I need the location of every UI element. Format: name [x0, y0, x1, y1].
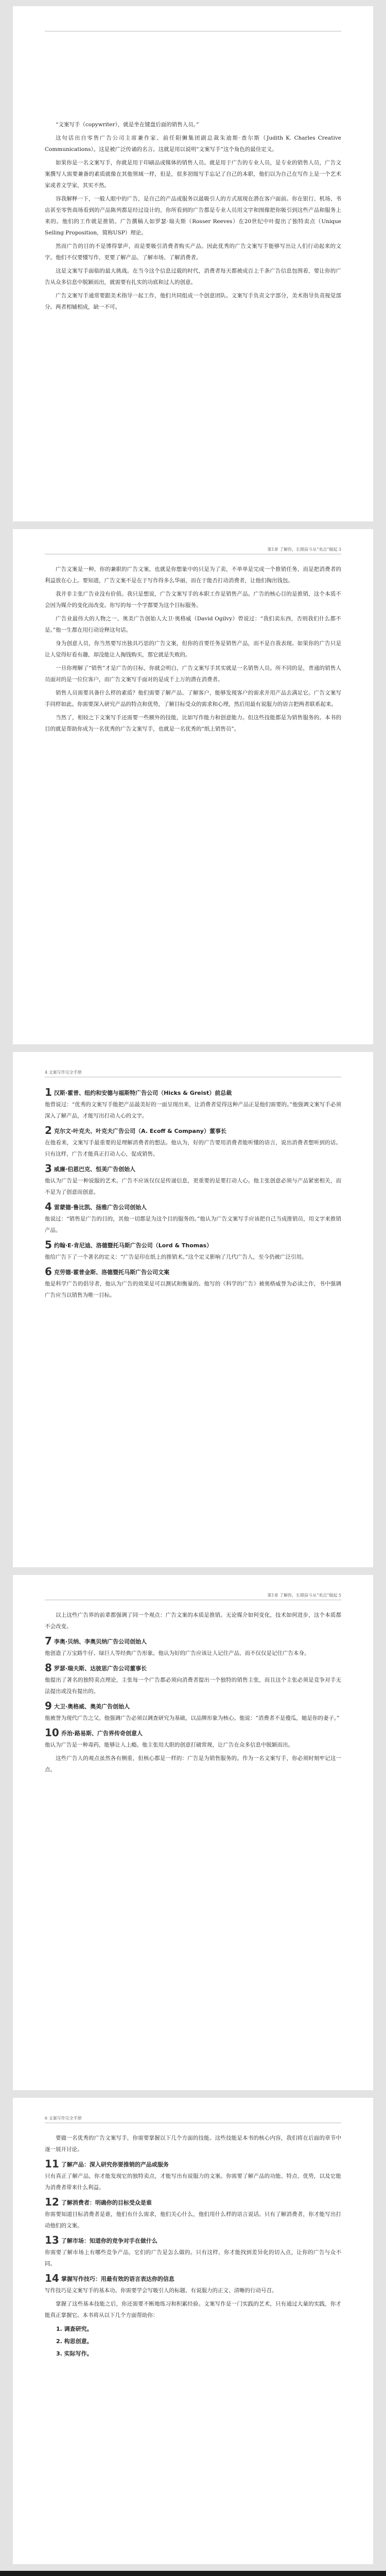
- item-title-text: 大卫·奥格威、奥美广告创始人: [54, 1703, 130, 1710]
- list-item-body: 你需要了解市场上有哪些竞争产品，它们的广告是怎么做的。只有这样，你才能找到差异化的切入点，让你的广告与众不同。: [45, 2249, 341, 2267]
- paragraph: 广告业最伟大的人物之一、奥美广告创始人大卫·奥格威（David Ogilvy）曾说过：“我们卖东西，否则我们什么都不是。”他一生都在用行动诠释这句话。: [45, 616, 341, 633]
- list-item-title: [45, 1662, 341, 1674]
- item-title-text: 约翰·E·肯尼迪、洛德暨托马斯广告公司（Lord & Thomas）: [54, 1242, 213, 1249]
- page-5: [13, 2098, 373, 2564]
- item-title-text: 雷蒙德·鲁比凯、扬雅广告公司创始人: [54, 1204, 147, 1211]
- list-item-title: [45, 2196, 341, 2209]
- item-title-text: 李奥·贝纳、李奥贝纳广告公司创始人: [54, 1638, 147, 1645]
- numbered-list-item: 3. 实际写作。: [56, 2350, 93, 2357]
- item-number: 12: [45, 2196, 59, 2208]
- paragraph: 当然了，相较之下文案写手还需要一些额外的技能，比如写作能力和创意能力。但这些技能都是为销售服务的。本书的目的就是帮助你成为一名优秀的广告文案写手，也就是一名优秀的“纸上销售员”。: [45, 715, 341, 732]
- item-number: 10: [45, 1726, 59, 1739]
- list-item-body: 写作技巧是文案写手的基本功。你需要学会写吸引人的标题、有说服力的正文、清晰的行动号召。: [45, 2287, 277, 2294]
- numbered-list-item: 1. 调查研究。: [56, 2326, 93, 2332]
- item-title-text: 了解消费者：明确你的目标受众是谁: [61, 2199, 152, 2206]
- list-item-title: [45, 1635, 341, 1648]
- item-number: 4: [45, 1200, 52, 1213]
- list-item-title: [45, 2273, 341, 2285]
- list-item-title: [45, 1201, 341, 1213]
- list-item-body: 他被誉为现代广告之父。他强调广告必须以调查研究为基础，以品牌形象为核心。他说：“消费者不是傻瓜，她是你的妻子。”: [45, 1715, 340, 1721]
- footer-bar: [0, 2571, 386, 2576]
- list-item-body: 你需要知道目标消费者是谁，他们有什么需求，他们关心什么，他们用什么样的语言说话。只有了解消费者，你才能写出打动他们的文案。: [45, 2211, 341, 2229]
- running-head: 4 文案写作完全手册: [45, 1070, 341, 1077]
- paragraph: 如果你是一名文案写手，你就是用于印刷品或媒体的销售人员。就是用于广告的专业人员，是专业的销售人员，广告文案撰写人需要兼备的素质就像在其他领域一样，但是，很多初级写手忘记了自己的本职，他们以为自己在写作上是一个艺术家或者文学家，其实不然。: [45, 160, 341, 189]
- list-item-title: [45, 1239, 341, 1251]
- running-head: 第1章 了解你，长期奋斗从“卖点”做起 3: [45, 547, 341, 554]
- item-number: 13: [45, 2234, 59, 2246]
- paragraph: 身为创意人员，你当然要写出独具巧思的广告文案，但你的首要任务是销售产品，而不是自我表现。如果你的广告只是让人觉得好看有趣，却没能让人掏钱购买，那它就是失败的。: [45, 640, 341, 658]
- item-number: 3: [45, 1162, 52, 1175]
- item-title-text: 了解产品：深入研究你要推销的产品或服务: [61, 2161, 169, 2168]
- paragraph: 我并非主张广告业没有价值。我只是想说，广告文案写手的本职工作是销售产品。广告的核心目的是推销，这个本质不会因为媒介的变化而改变。你写的每一个字都要为这个目标服务。: [45, 591, 341, 608]
- item-number: 11: [45, 2158, 59, 2170]
- item-number: 6: [45, 1265, 52, 1278]
- numbered-list-item: 2. 构思创意。: [56, 2338, 93, 2345]
- item-number: 5: [45, 1239, 52, 1251]
- paragraph: 容我解释一下，一般人眼中的广告，是自己的产品或服务以最吸引人的方式展现在潜在客户面前。你在银行、机场、书店甚至零售商场看到的产品陈列都是经过设计的，你所看到的广告都是专业人员用文字和图像把你吸引到这些产品和服务上来的。他们的工作就是推销。广告撰稿人如罗瑟·瑞夫斯（Rosser Reeves）在20世纪中叶提出了独特卖点（Unique Selling Proposition，简称USP）理论。: [45, 196, 341, 236]
- item-title-text: 克劳德·霍普金斯、洛德暨托马斯广告公司文案: [54, 1269, 170, 1276]
- list-item-body: 他曾说过：“优秀的文案写手能把产品最美好的一面呈现出来，让消费者觉得这种产品正是他们需要的。”他强调文案写手必须深入了解产品，才能写出打动人心的文字。: [45, 1101, 341, 1119]
- item-number: 14: [45, 2272, 59, 2284]
- paragraph: 这句话出自零售广告公司主席兼作家、前任阳狮集团副总裁朱迪斯·查尔斯（Judith K. Charles Creative Communications）。这是被广泛传诵的名言。这就是用以说明“文案写手”这个角色的最佳定义。: [45, 135, 341, 152]
- paragraph: 广告文案写手通常要跟美术指导一起工作，他们共同组成一个创意团队。文案写手负责文字部分，美术指导负责视觉部分。两者相辅相成，缺一不可。: [45, 293, 341, 310]
- list-item-body: 他提出了著名的独特卖点理论，主张每一个广告都必须向消费者提出一个独特的销售主张，而且这个主张必须是竞争对手无法提出或没有提出的。: [45, 1677, 341, 1694]
- list-item-title: [45, 1700, 341, 1713]
- list-item-title: [45, 1163, 341, 1175]
- item-title-text: 罗瑟·瑞夫斯、达彼思广告公司董事长: [54, 1665, 147, 1672]
- page-4: [13, 1575, 373, 2090]
- list-item-body: 在他看来，文案写手最重要的是理解消费者的想法。他认为，好的广告要用消费者能听懂的语言，说出消费者想听到的话。只有这样，广告才能真正打动人心，促成销售。: [45, 1140, 341, 1157]
- list-item-title: [45, 1266, 341, 1278]
- list-item-body: 他认为广告是一种毒药，能够让人上瘾。他主张用大胆的创意打破常规，让广告在众多信息中脱颖而出。: [45, 1742, 293, 1748]
- page-1: [13, 6, 373, 521]
- item-number: 8: [45, 1662, 52, 1674]
- list-item-title: [45, 2158, 341, 2171]
- list-item-title: [45, 1125, 341, 1137]
- item-title-text: 汉斯·霍普、纽约和安德与福斯特广告公司（Hicks & Greist）前总裁: [54, 1090, 232, 1096]
- item-number: 2: [45, 1124, 52, 1137]
- item-title-text: 克尔文·叶克夫、叶克夫广告公司（A. Ecoff & Company）董事长: [54, 1128, 226, 1134]
- item-title-text: 了解市场：知道你的竞争对手在做什么: [61, 2238, 157, 2244]
- item-number: 9: [45, 1700, 52, 1712]
- item-title-text: 威廉·伯恩巴克、恒美广告创始人: [54, 1166, 136, 1173]
- paragraph: 这些广告人的观点虽然各有侧重，但核心都是一样的：广告是为销售服务的。作为一名文案写手，你必须时刻牢记这一点。: [45, 1755, 341, 1773]
- paragraph: 掌握了这些基本技能之后，你还需要不断地练习和积累经验。文案写作是一门实践的艺术，只有通过大量的实践，你才能真正掌握它。本书将从以下几个方面帮助你：: [45, 2301, 341, 2318]
- list-item-title: [45, 1727, 341, 1739]
- item-title-text: 掌握写作技巧：用最有效的语言表达你的信息: [61, 2276, 174, 2282]
- running-head: 第1章 了解你，长期奋斗从“卖点”做起 5: [45, 1592, 341, 1600]
- running-head: 6 文案写作完全手册: [45, 2115, 341, 2123]
- item-title-text: 乔治·路易斯、广告界传奇创意人: [61, 1730, 143, 1737]
- paragraph: 销售人员需要具备什么样的素质？他们需要了解产品、了解客户，能够发现客户的需求并用产品去满足它。广告文案写手同样如此。你需要深入研究产品的特点和优势，了解目标受众的需求和心理，然后用最有说服力的语言把两者联系起来。: [45, 690, 341, 707]
- list-item-body: 他是科学广告的倡导者，他认为广告的效果是可以测试和衡量的。他写的《科学的广告》被奥格威誉为必读之作，书中强调广告应当以销售为唯一目标。: [45, 1281, 341, 1298]
- list-item-body: 他认为广告是一种说服的艺术。广告不应该仅仅是传递信息，更重要的是要打动人心。他主张创意必须与产品紧密相关，而不是为了创意而创意。: [45, 1178, 341, 1195]
- paragraph: 一旦你理解了“销售”才是广告的目标，你就会明白，广告文案写手其实就是一名销售人员。所不同的是，普通的销售人员面对的是一位位客户，而广告文案写手面对的是成千上万的潜在消费者。: [45, 665, 341, 683]
- list-item-title: [45, 2234, 341, 2247]
- list-item-body: 他创造了万宝路牛仔、绿巨人等经典广告形象。他认为好的广告应该让人记住产品，而不仅仅是记住广告本身。: [45, 1650, 310, 1656]
- paragraph: 以上这些广告界的前辈都强调了同一个观点：广告文案的本质是推销。无论媒介如何变化，技术如何进步，这个本质都不会改变。: [45, 1612, 341, 1630]
- paragraph: 广告文案是一种，你的兼职的广告文案，也就是你想象中的只是为了卖，不单单是完成一个推销任务，而是把消费者的利益放在心上。要知道，广告文案不是在于写作得多么华丽，而在于能否打动消费者，让他们掏出钱包。: [45, 566, 341, 584]
- paragraph: 要做一名优秀的广告文案写手，你需要掌握以下几个方面的技能。这些技能是本书的核心内容，我们将在后面的章节中逐一展开讨论。: [45, 2135, 341, 2153]
- list-item-body: 他说过：“销售是广告的目的，其他一切都是为这个目的服务的。”他认为广告文案写手应该把自己当成推销员，用文字来推销产品。: [45, 1216, 341, 1233]
- item-number: 1: [45, 1086, 52, 1098]
- item-number: 7: [45, 1635, 52, 1647]
- list-item-title: [45, 1087, 341, 1099]
- paragraph: “文案写手（copywriter），就是坐在键盘后面的销售人员。”: [56, 122, 199, 128]
- paragraph: 然而广告的目的不是博得掌声，而是要吸引消费者购买产品。因此优秀的广告文案写手能够写出让人们行动起来的文字。他们不仅要懂写作，更要了解产品、了解市场、了解消费者。: [45, 243, 341, 261]
- running-head: [45, 24, 341, 31]
- page-2: [13, 529, 373, 1044]
- list-item-body: 他给广告下了一个著名的定义：“广告是印在纸上的推销术。”这个定义影响了几代广告人，至今仍被广泛引用。: [45, 1254, 307, 1260]
- paragraph: 这是文案写手面临的最大挑战。在当今这个信息过载的时代，消费者每天都被成百上千条广告信息包围着，要让你的广告从众多信息中脱颖而出，就需要有扎实的功底和过人的创意。: [45, 268, 341, 285]
- page-3: [13, 1052, 373, 1567]
- list-item-body: 只有真正了解产品，你才能发现它的独特卖点，才能写出有说服力的文案。你需要了解产品的功能、特点、优势，以及它能为消费者带来什么利益。: [45, 2173, 341, 2191]
